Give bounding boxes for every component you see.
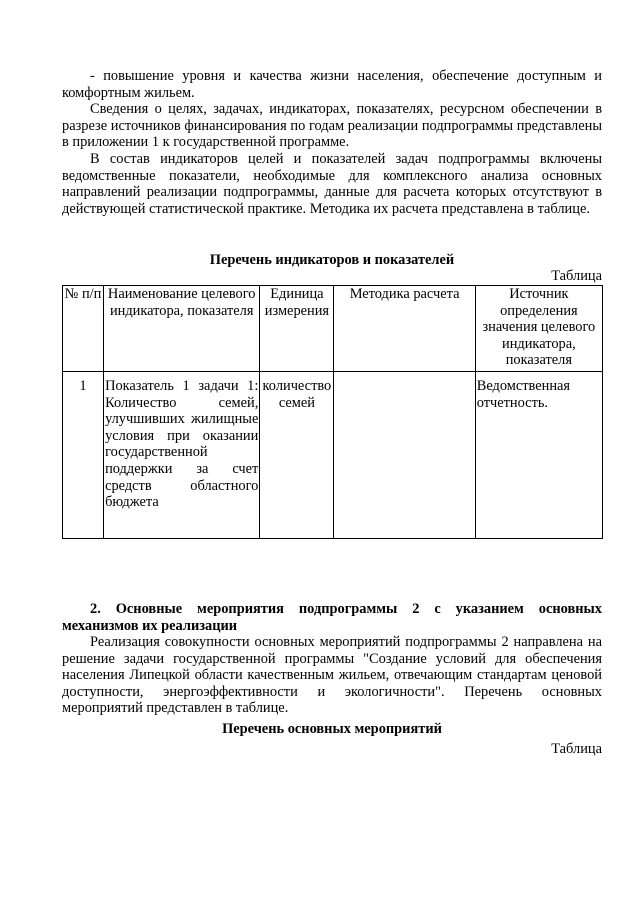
table-row <box>63 372 603 539</box>
paragraph: Сведения о целях, задачах, индикаторах, показателях, ресурсном обеспечении в разрезе источников финансирования по годам реализации подпрограммы представлены в приложении 1 к государственной программе. <box>62 101 602 151</box>
table-header-row <box>63 286 603 372</box>
header-cell-unit: Единица измерения <box>260 286 334 372</box>
section-heading: 2. Основные мероприятия подпрограммы 2 с указанием основных механизмов их реализации <box>62 601 602 634</box>
paragraph: Реализация совокупности основных мероприятий подпрограммы 2 направлена на решение задачи государственной программы "Создание условий для обеспечения населения Липецкой области качественным жильем, отвечающим стандартам ценовой доступности, энергоэффективности и экологичности". Перечень основных мероприятий представлен в таблице. <box>62 634 602 717</box>
table2-label: Таблица <box>551 741 602 757</box>
cell-indicator-name: Показатель 1 задачи 1: Количество семей, улучшивших жилищные условия при оказании государственной поддержки за счет средств областного бюджета <box>104 372 260 539</box>
cell-method <box>334 372 475 539</box>
header-cell-name: Наименование целевого индикатора, показателя <box>104 286 260 372</box>
paragraph: - повышение уровня и качества жизни населения, обеспечение доступным и комфортным жильем. <box>62 68 602 101</box>
header-cell-number: № п/п <box>63 286 104 372</box>
table1-label: Таблица <box>551 268 602 284</box>
cell-number: 1 <box>63 372 104 539</box>
indicators-table <box>62 285 603 539</box>
cell-unit: количество семей <box>260 372 334 539</box>
table1-title: Перечень индикаторов и показателей <box>209 252 455 268</box>
header-cell-source: Источник определения значения целевого индикатора, показателя <box>475 286 602 372</box>
section2-text <box>62 634 602 717</box>
header-cell-method: Методика расчета <box>334 286 475 372</box>
table2-title: Перечень основных мероприятий <box>222 721 442 737</box>
section2-heading-block <box>62 601 602 634</box>
paragraph: В состав индикаторов целей и показателей задач подпрограммы включены ведомственные показатели, необходимые для комплексного анализа основных направлений реализации подпрограммы, данные для расчета которых отсутствуют в действующей статистической практике. Методика их расчета представлена в таблице. <box>62 150 602 217</box>
cell-source: Ведомственная отчетность. <box>475 372 602 539</box>
intro-text <box>62 68 602 217</box>
